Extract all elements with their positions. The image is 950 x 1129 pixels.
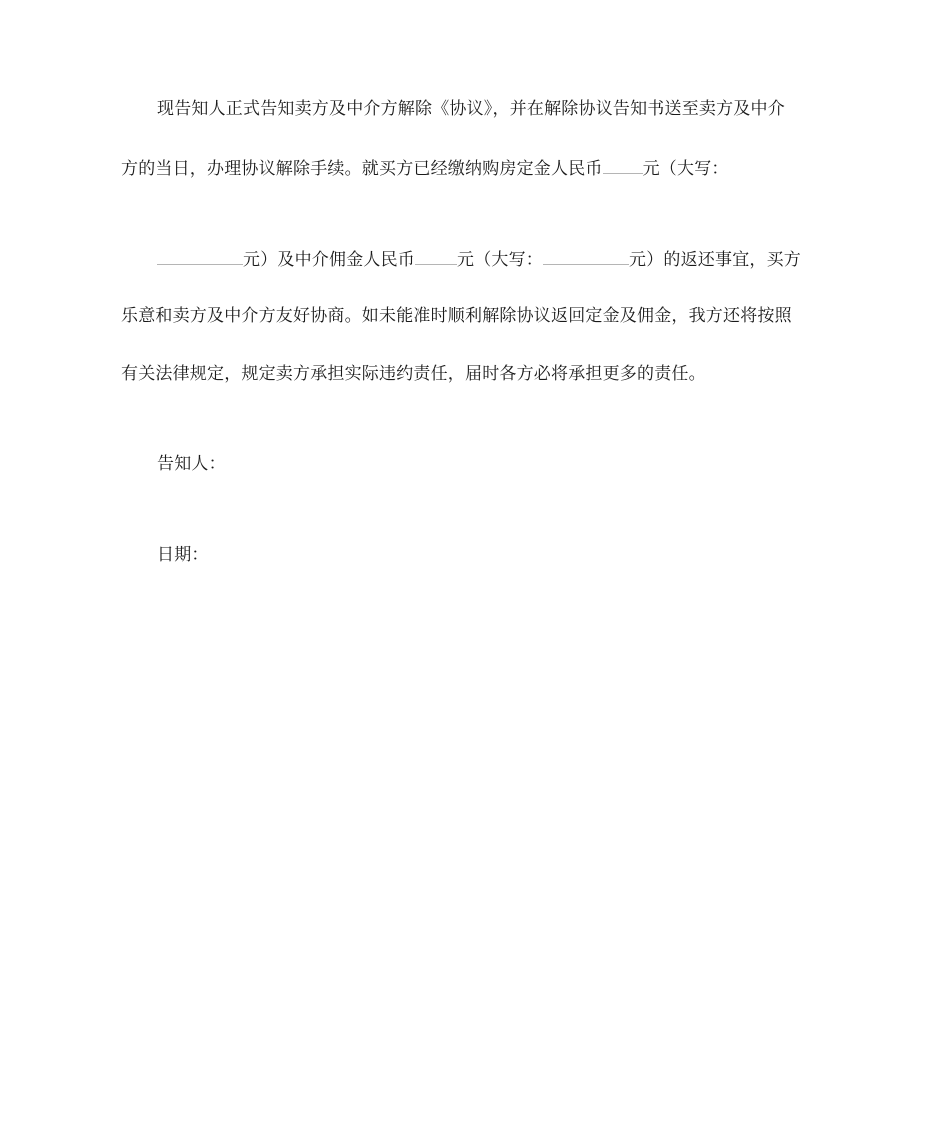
text-line-2a: 方的当日，办理协议解除手续。就买方已经缴纳购房定金人民币 xyxy=(121,159,603,179)
text-line-1: 现告知人正式告知卖方及中介方解除《协议》，并在解除协议告知书送至卖方及中介 xyxy=(157,99,785,119)
text-line-3a: 元）及中介佣金人民币 xyxy=(243,250,415,270)
text-line-5: 有关法律规定，规定卖方承担实际违约责任，届时各方必将承担更多的责任。 xyxy=(121,364,706,384)
date-line xyxy=(157,543,209,567)
text-line-4: 乐意和卖方及中介方友好协商。如未能准时顺利解除协议返回定金及佣金，我方还将按照 xyxy=(121,306,792,326)
paragraph-line-2 xyxy=(121,155,729,181)
commission-amount-words-blank xyxy=(543,246,629,265)
paragraph-line-1 xyxy=(157,97,785,121)
date-label: 日期： xyxy=(157,545,209,565)
deposit-amount-words-blank xyxy=(157,246,243,265)
text-line-2b: 元（大写： xyxy=(642,159,729,179)
paragraph-line-5 xyxy=(121,362,706,386)
paragraph-line-3 xyxy=(157,246,801,272)
text-line-3b: 元（大写： xyxy=(457,250,543,270)
text-line-3c: 元）的返还事宜，买方 xyxy=(629,250,801,270)
notifier-line xyxy=(157,452,226,476)
paragraph-line-4 xyxy=(121,304,792,328)
commission-amount-blank xyxy=(415,246,457,265)
deposit-amount-blank xyxy=(603,155,643,174)
notifier-label: 告知人： xyxy=(157,454,226,474)
